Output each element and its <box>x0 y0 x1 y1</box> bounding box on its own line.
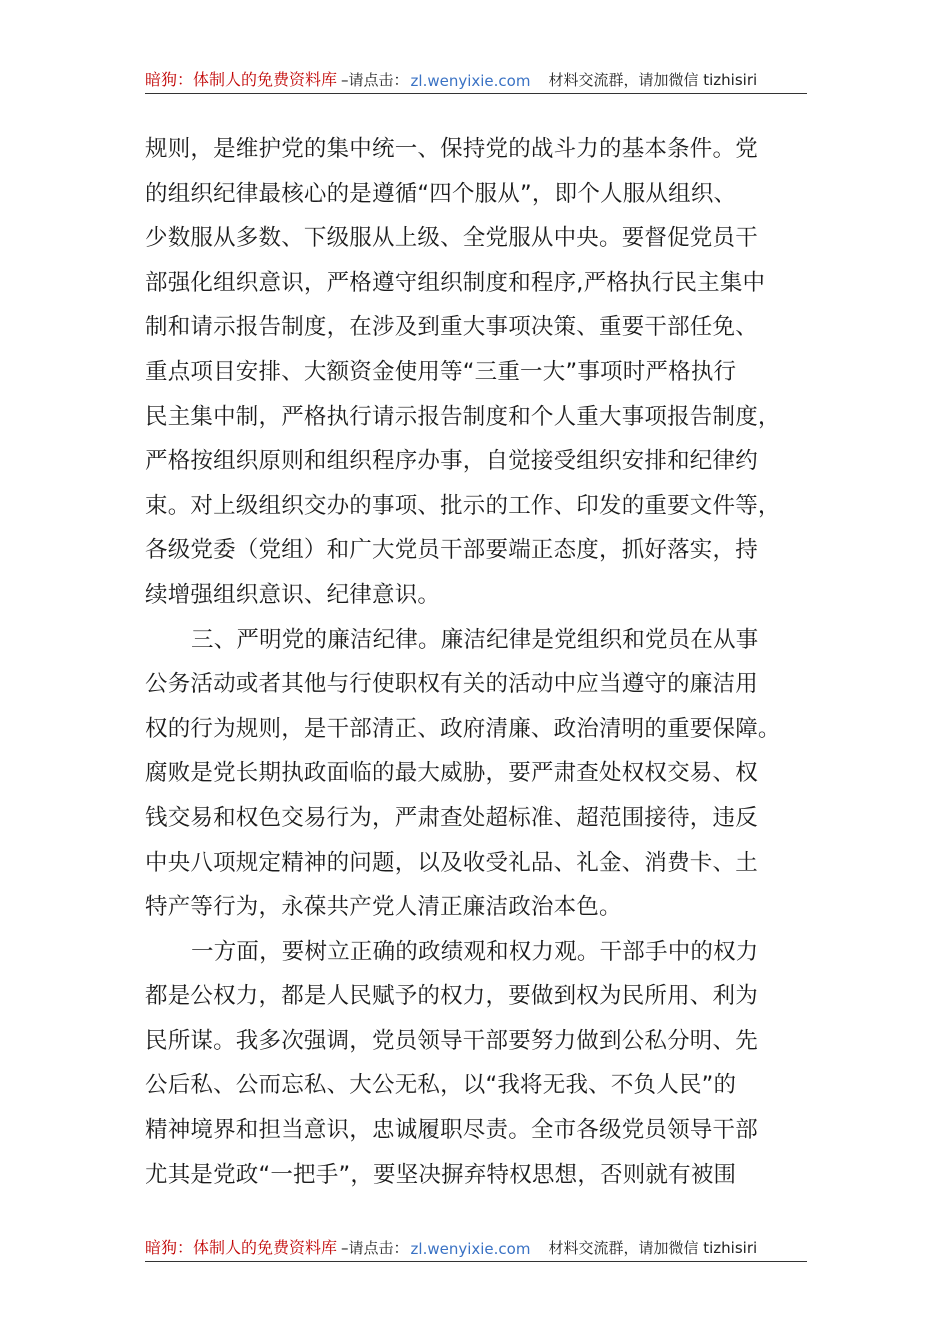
document-body <box>145 127 807 1197</box>
header-click-prefix: –请点击： <box>341 71 409 89</box>
text-line: 束。对上级组织交办的事项、批示的工作、印发的重要文件等， <box>145 492 781 519</box>
text-line: 腐败是党长期执政面临的最大威胁，要严肃查处权权交易、权 <box>145 760 758 787</box>
text-line: 特产等行为，永葆共产党人清正廉洁政治本色。 <box>145 894 622 921</box>
text-line: 民主集中制，严格执行请示报告制度和个人重大事项报告制度， <box>145 403 781 430</box>
text-line: 公后私、公而忘私、大公无私，以“我将无我、不负人民”的 <box>145 1072 737 1099</box>
paragraph-start-line: 一方面，要树立正确的政绩观和权力观。干部手中的权力 <box>191 938 759 965</box>
header-brand: 暗狗：体制人的免费资料库 <box>145 70 338 89</box>
text-line: 严格按组织原则和组织程序办事，自觉接受组织安排和纪律约 <box>145 448 758 475</box>
footer-banner <box>145 1232 807 1262</box>
text-line: 尤其是党政“一把手”，要坚决摒弃特权思想，否则就有被围 <box>145 1161 737 1188</box>
header-link[interactable]: zl.wenyixie.com <box>410 72 531 90</box>
text-line: 重点项目安排、大额资金使用等“三重一大”事项时严格执行 <box>145 358 737 385</box>
text-line: 权的行为规则，是干部清正、政府清廉、政治清明的重要保障。 <box>145 715 781 742</box>
text-line: 规则，是维护党的集中统一、保持党的战斗力的基本条件。党 <box>145 136 758 162</box>
footer-brand: 暗狗：体制人的免费资料库 <box>145 1238 338 1257</box>
text-line: 少数服从多数、下级服从上级、全党服从中央。要督促党员干 <box>145 225 758 252</box>
text-line: 精神境界和担当意识，忠诚履职尽责。全市各级党员领导干部 <box>145 1117 758 1144</box>
text-line: 各级党委（党组）和广大党员干部要端正态度，抓好落实，持 <box>145 537 758 564</box>
text-line: 中央八项规定精神的问题，以及收受礼品、礼金、消费卡、土 <box>145 849 758 876</box>
footer-group-text: 材料交流群，请加微信 tizhisiri <box>548 1239 758 1257</box>
text-line: 民所谋。我多次强调，党员领导干部要努力做到公私分明、先 <box>145 1027 758 1054</box>
text-line: 部强化组织意识，严格遵守组织制度和程序,严格执行民主集中 <box>145 269 766 296</box>
paragraph-start-line: 三、严明党的廉洁纪律。廉洁纪律是党组织和党员在从事 <box>191 626 759 653</box>
footer-link[interactable]: zl.wenyixie.com <box>410 1240 531 1258</box>
text-line: 的组织纪律最核心的是遵循“四个服从”，即个人服从组织、 <box>145 180 737 207</box>
text-line: 都是公权力，都是人民赋予的权力，要做到权为民所用、利为 <box>145 983 758 1010</box>
text-line: 公务活动或者其他与行使职权有关的活动中应当遵守的廉洁用 <box>145 671 758 698</box>
text-line: 续增强组织意识、纪律意识。 <box>145 581 441 608</box>
header-banner <box>145 64 807 94</box>
footer-click-prefix: –请点击： <box>341 1239 409 1257</box>
header-group-text: 材料交流群，请加微信 tizhisiri <box>548 71 758 89</box>
text-line: 制和请示报告制度，在涉及到重大事项决策、重要干部任免、 <box>145 314 758 341</box>
text-line: 钱交易和权色交易行为，严肃查处超标准、超范围接待，违反 <box>145 804 758 831</box>
